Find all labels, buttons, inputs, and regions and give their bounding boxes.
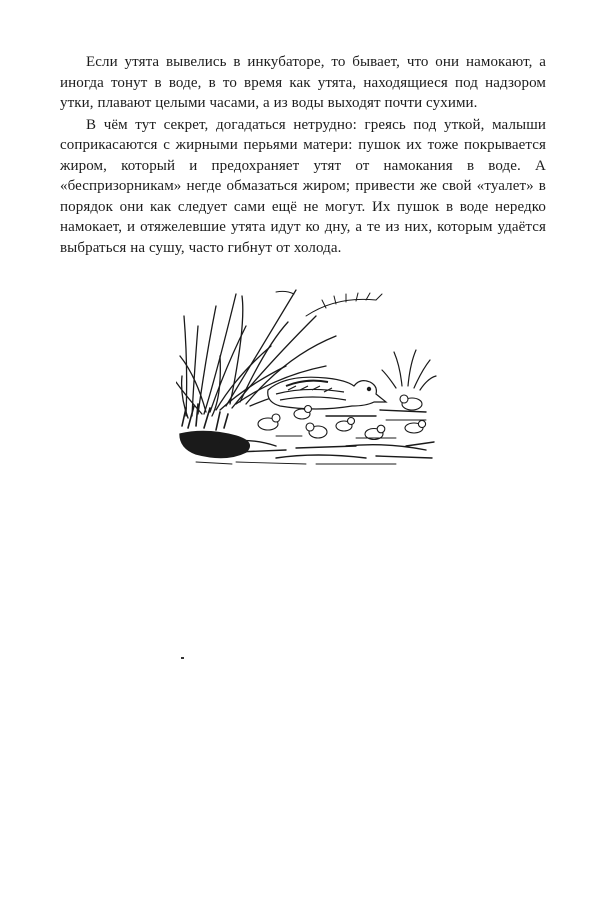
reed-plume xyxy=(276,291,382,316)
paragraph-1: Если утята вывелись в инкубаторе, то бывает, что они намокают, а иногда тонут в воде, в то время как утята, находящиеся под надзором утки, плавают целыми часами, а из воды выходят почти сухими. xyxy=(60,54,546,111)
reeds-right xyxy=(382,350,436,390)
paragraph-2: В чём тут секрет, догадаться нетрудно: греясь под уткой, малыши соприкасаются с жирными перьями матери: пушок их тоже покрывается жиром, который и предохраняет утят от намокания в воде. А «беспризорникам» негде обмазаться жиром; привести же свой «туалет» в порядок они как следует сами ещё не могут. Их пушок в воде нередко намокает, и отяжелевшие утята идут ко дну, а те из них, которым удаётся выбраться на сушу, часто гибнут от холода. xyxy=(60,116,546,256)
duck xyxy=(268,377,386,409)
duck-illustration xyxy=(176,286,438,468)
page-text xyxy=(60,52,546,258)
print-speck xyxy=(181,657,184,659)
